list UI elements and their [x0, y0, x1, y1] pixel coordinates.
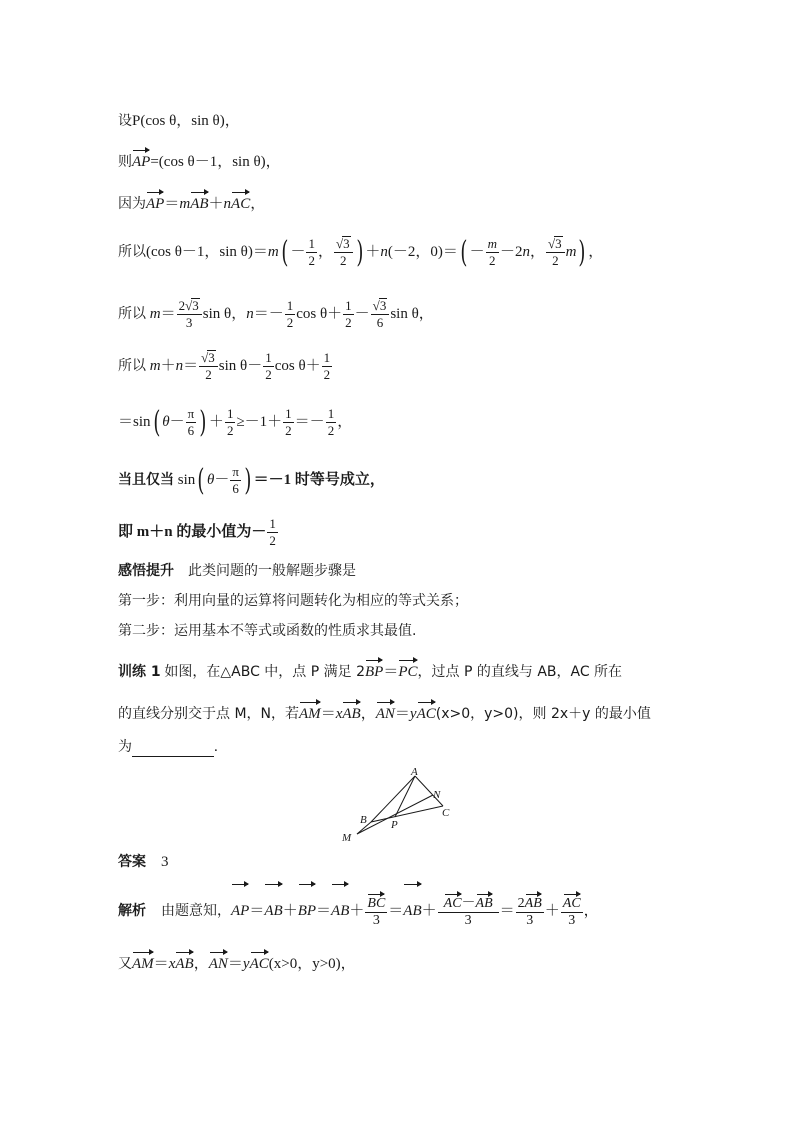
line-insight: 感悟提升 此类问题的一般解题步骤是 [118, 563, 356, 579]
answer-blank [132, 740, 214, 757]
vector-ap: AP [132, 150, 150, 172]
label-n: N [433, 789, 441, 801]
label-m: M [342, 832, 352, 844]
line-step-2: 第二步：运用基本不等式或函数的性质求其最值. [118, 623, 417, 639]
line-again: 又AM＝xAB，AN＝yAC(x>0，y>0)， [118, 952, 356, 974]
line-equality: 当且仅当 sin( θ－ $\frac{\pi}{6}$ ) ＝－1 时等号成立， [118, 462, 385, 498]
line-analysis: 解析 由题意知，AP＝AB＋BP＝AB＋ $\frac{BC}{3}$ ＝AB＋ $\frac{AC-AB}{3}$ ＝ $\frac{2AB}{3}$ ＋ $\frac{AC}{3}$ ， [118, 884, 599, 936]
line-min-value: 即 m＋n 的最小值为－ $\frac{1}{2}$ [118, 516, 276, 549]
line-so-2: 所以 m＝ 2 √ 3 3 sin θ，n＝－ $\frac{1}{2}$ cos θ＋ $\frac{1}{2}$ － √ 3 6 sin θ， [118, 298, 434, 331]
label-c: C [442, 807, 450, 819]
line-exercise-2: 的直线分别交于点 M，N，若AM＝xAB，AN＝yAC(x>0，y>0)，则 2x＋y 的最小值 [118, 702, 651, 724]
line-set-p: 设P(cos θ，sin θ)， [118, 113, 240, 129]
answer-value: 3 [161, 854, 169, 870]
line-so-1: 所以(cos θ－1，sin θ)＝m( － $\frac{1}{2}$ ， √ 3 2 ) ＋n(－2，0)＝( － $\frac{m}{2}$ －2n， √ 3 2 m) ， [118, 234, 604, 270]
line-exercise-3: 为 . [118, 739, 218, 755]
line-step-1: 第一步：利用向量的运算将问题转化为相应的等式关系； [118, 593, 468, 609]
label-p: P [391, 819, 398, 831]
line-because: 因为AP＝mAB＋nAC， [118, 192, 265, 214]
label-a: A [411, 766, 418, 778]
math-p: P(cos θ，sin θ)， [132, 113, 240, 129]
segment-ap [395, 776, 415, 817]
line-sin-bound: ＝sin( θ－ $\frac{\pi}{6}$ ) ＋ $\frac{1}{2}$ ≥－1＋ $\frac{1}{2}$ ＝－ $\frac{1}{2}$ ， [118, 404, 353, 440]
triangle-figure [335, 762, 465, 844]
line-exercise-1: 训练 1 如图，在△ABC 中，点 P 满足 2BP＝PC，过点 P 的直线与 AB，AC 所在 [118, 660, 622, 682]
line-so-3: 所以 m＋n＝ √ 3 2 sin θ－ $\frac{1}{2}$ cos θ＋ $\frac{1}{2}$ [118, 350, 331, 383]
line-answer: 答案 3 [118, 854, 169, 870]
line-then-ap: 则AP=(cos θ－1，sin θ)， [118, 150, 281, 172]
label-b: B [360, 814, 367, 826]
